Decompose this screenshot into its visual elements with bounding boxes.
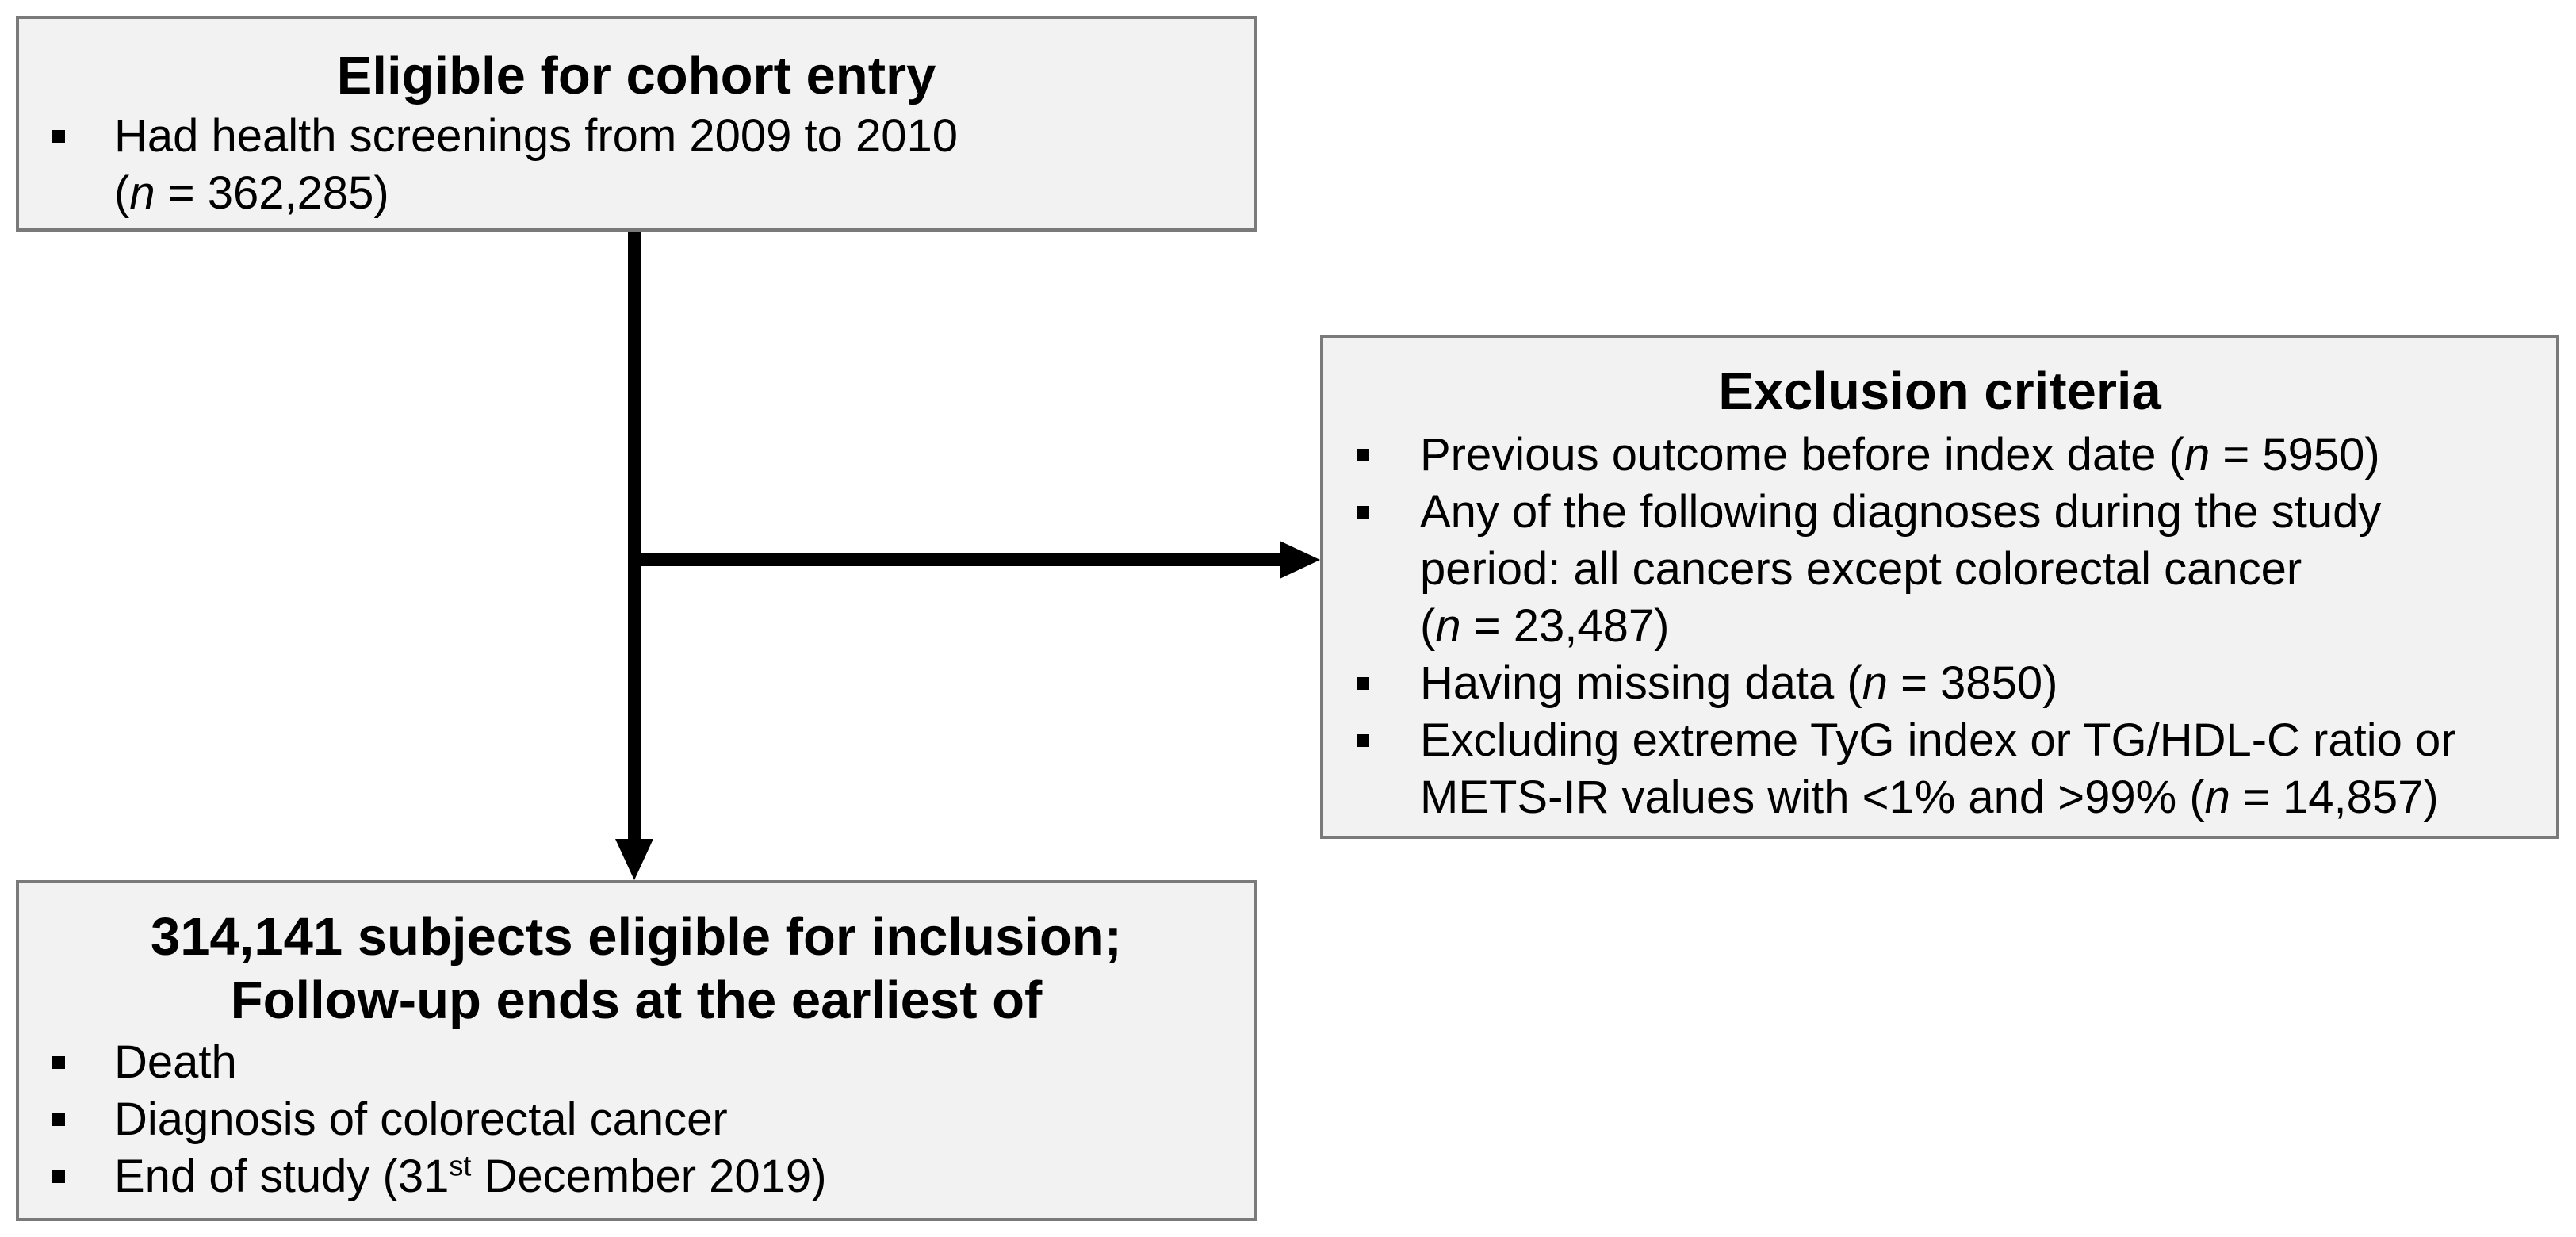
list-item: End of study (31st December 2019) <box>19 1148 1254 1205</box>
eligible-title: Eligible for cohort entry <box>336 46 936 105</box>
list-item: Had health screenings from 2009 to 2010 (n = 362,285) <box>19 108 1254 222</box>
followup-end-list <box>19 1034 1254 1205</box>
bullet-icon <box>1357 506 1369 519</box>
bullet-icon <box>52 130 65 143</box>
bullet-icon <box>52 1056 65 1069</box>
main-flow-arrowhead <box>615 839 653 880</box>
bullet-icon <box>1357 734 1369 747</box>
exclusion-branch-arrowhead <box>1280 541 1320 579</box>
list-item: Previous outcome before index date (n = 5950) <box>1323 427 2556 484</box>
bullet-icon <box>52 1113 65 1126</box>
exclusion-title: Exclusion criteria <box>1718 362 2161 421</box>
list-item: Having missing data (n = 3850) <box>1323 655 2556 712</box>
bullet-icon <box>1357 449 1369 461</box>
list-item: Any of the following diagnoses during the study period: all cancers except colorectal cancer (n = 23,487) <box>1323 484 2556 655</box>
eligible-list <box>19 108 1254 222</box>
list-item: Diagnosis of colorectal cancer <box>19 1091 1254 1148</box>
list-item: Excluding extreme TyG index or TG/HDL-C ratio or METS-IR values with <1% and >99% (n = 14,857) <box>1323 712 2556 826</box>
exclusion-box <box>1320 335 2559 839</box>
bullet-icon <box>52 1170 65 1183</box>
bullet-icon <box>1357 677 1369 690</box>
eligible-box <box>16 16 1257 232</box>
included-box <box>16 880 1257 1221</box>
list-item: Death <box>19 1034 1254 1091</box>
included-title: 314,141 subjects eligible for inclusion; Follow-up ends at the earliest of <box>150 907 1122 1030</box>
exclusion-list <box>1323 427 2556 826</box>
